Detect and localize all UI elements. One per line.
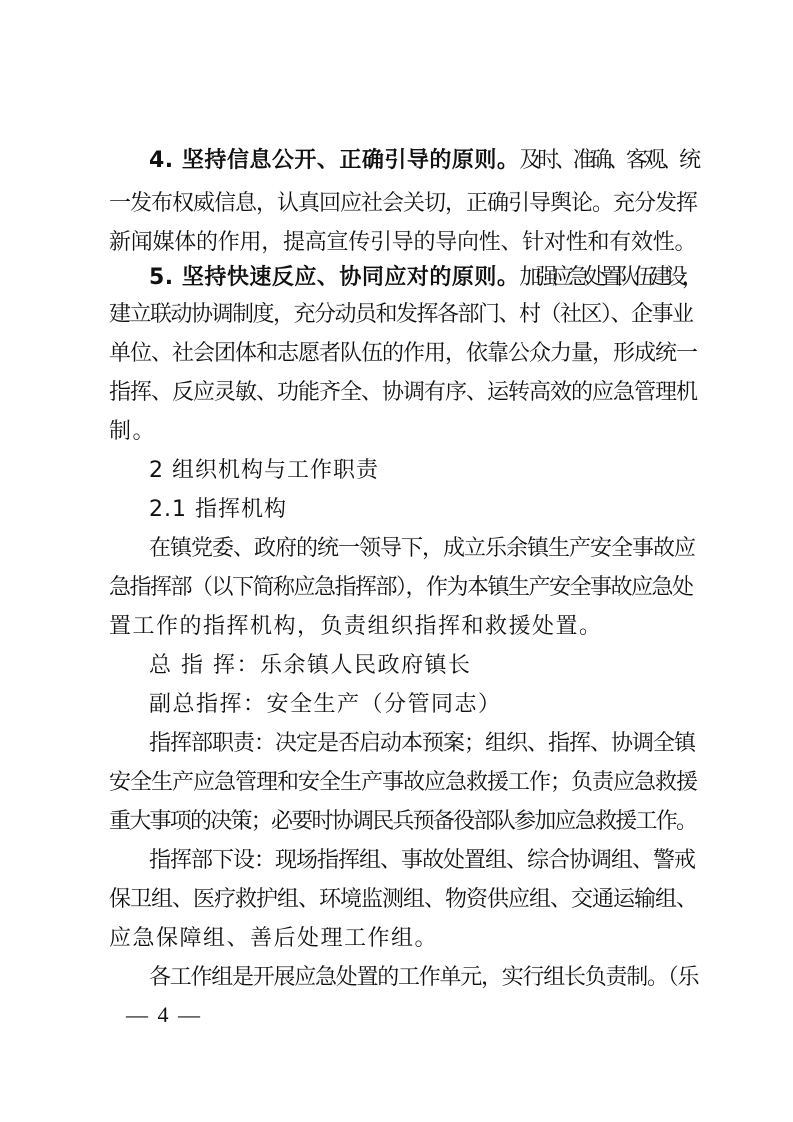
principle-4-line-2: 一发布权威信息，认真回应社会关切，正确引导舆论。充分发挥 (109, 191, 698, 216)
subgroups-line-1: 指挥部下设：现场指挥组、事故处置组、综合协调组、警戒 (149, 848, 696, 873)
duties-line-3: 重大事项的决策；必要时协调民兵预备役部队参加应急救援工作。 (109, 809, 697, 834)
subgroups-line-2: 保卫组、医疗救护组、环境监测组、物资供应组、交通运输组、 (109, 887, 698, 912)
principle-5-line-1 (149, 263, 697, 293)
section-2-1-heading: 2.1 指挥机构 (149, 497, 287, 522)
principle-5-heading: 5. 坚持快速反应、协同应对的原则。 (149, 265, 520, 290)
command-paragraph-line-1: 在镇党委、政府的统一领导下，成立乐余镇生产安全事故应 (149, 536, 696, 561)
subgroups-line-3: 应急保障组、善后处理工作组。 (109, 926, 439, 951)
principle-5-line-5: 制。 (109, 419, 157, 444)
principle-4-text: 及时、准确、客观、统 (519, 148, 697, 173)
groups-line-1: 各工作组是开展应急处置的工作单元，实行组长负责制。（乐 (149, 965, 699, 990)
page-number: — 4 — (126, 1002, 202, 1027)
principle-4-line-3: 新闻媒体的作用，提高宣传引导的导向性、针对性和有效性。 (109, 230, 697, 255)
duties-line-2: 安全生产应急管理和安全生产事故应急救援工作；负责应急救援 (109, 770, 698, 795)
principle-5-line-2: 建立联动协调制度，充分动员和发挥各部门、村（社区）、企事业 (109, 302, 693, 327)
duties-line-1: 指挥部职责：决定是否启动本预案；组织、指挥、协调全镇 (149, 731, 696, 756)
command-paragraph-line-2: 急指挥部（以下简称应急指挥部），作为本镇生产安全事故应急处 (109, 575, 693, 600)
commander-line: 总 指 挥：乐余镇人民政府镇长 (149, 653, 472, 678)
principle-4-line-1 (149, 146, 697, 176)
section-2-heading: 2 组织机构与工作职责 (149, 458, 379, 483)
principle-4-heading: 4. 坚持信息公开、正确引导的原则。 (149, 148, 520, 173)
command-paragraph-line-3: 置工作的指挥机构，负责组织指挥和救援处置。 (109, 614, 603, 639)
deputy-commander-line: 副总指挥：安全生产（分管同志） (149, 692, 502, 717)
principle-5-line-3: 单位、社会团体和志愿者队伍的作用，依靠公众力量，形成统一 (109, 341, 698, 366)
principle-5-line-4: 指挥、反应灵敏、功能齐全、协调有序、运转高效的应急管理机 (109, 380, 698, 405)
principle-5-text: 加强应急处置队伍建设， (519, 265, 699, 290)
